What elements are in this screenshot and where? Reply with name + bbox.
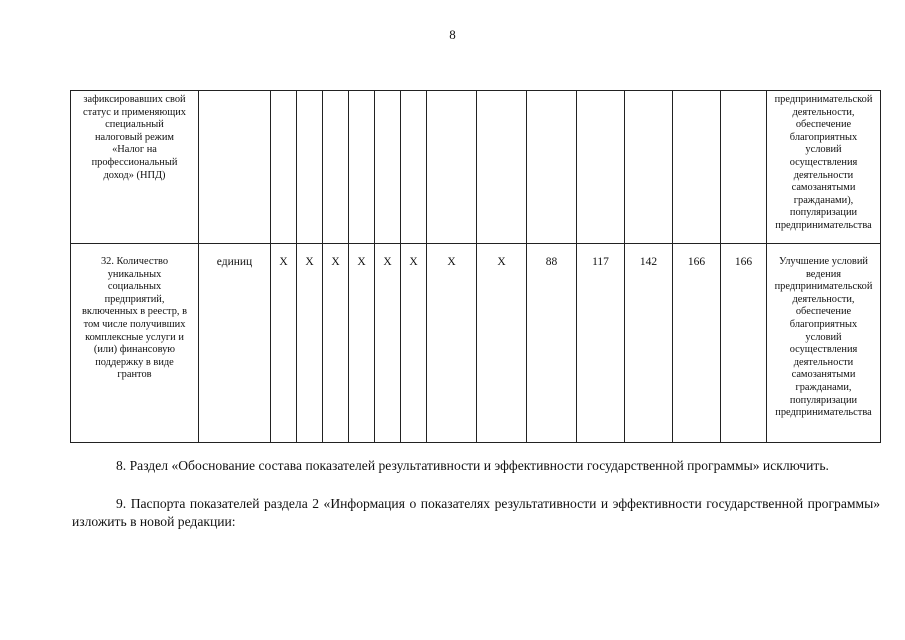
value-cell	[323, 91, 349, 244]
result-line: обеспечение	[795, 306, 852, 318]
result-line: самозанятыми	[791, 369, 856, 381]
result-line: благоприятных	[789, 318, 858, 330]
result-line: самозанятыми	[791, 182, 856, 194]
value-cell	[297, 91, 323, 244]
result-line: предпринимательства	[775, 407, 872, 419]
name-line: налоговый режим	[94, 131, 174, 143]
result-line: предпринимательства	[775, 219, 872, 231]
value-cell: 166	[673, 244, 721, 443]
unit-cell: единиц	[199, 244, 271, 443]
name-line: зафиксировавших свой	[83, 94, 186, 105]
name-line: включенных в реестр, в	[82, 306, 187, 318]
result-cell	[767, 244, 881, 443]
result-line: осуществления	[789, 344, 858, 356]
name-line: «Налог на	[112, 144, 157, 156]
result-line: гражданами,	[795, 381, 852, 393]
result-line: предпринимательской	[774, 94, 873, 105]
value-cell	[527, 91, 577, 244]
table-row-32	[71, 244, 881, 443]
name-line: грантов	[117, 369, 152, 381]
value-cell: Х	[375, 244, 401, 443]
name-line: профессиональный	[91, 156, 178, 168]
value-cell: Х	[297, 244, 323, 443]
value-cell: 166	[721, 244, 767, 443]
page-number: 8	[449, 27, 456, 42]
value-cell	[673, 91, 721, 244]
value-cell	[721, 91, 767, 244]
value-cell: Х	[477, 244, 527, 443]
name-line: поддержку в виде	[95, 356, 174, 368]
indicator-name-cell	[71, 91, 199, 244]
name-line: том числе получивших	[83, 318, 186, 330]
name-line: 32. Количество	[100, 256, 169, 267]
result-line: ведения	[805, 268, 842, 280]
name-line: (или) финансовую	[93, 344, 176, 356]
result-line: обеспечение	[795, 119, 852, 131]
name-line: социальных	[107, 281, 162, 293]
table-row-continued	[71, 91, 881, 244]
result-line: предпринимательской	[774, 281, 873, 293]
value-cell	[577, 91, 625, 244]
value-cell: Х	[271, 244, 297, 443]
value-cell: 88	[527, 244, 577, 443]
value-cell	[349, 91, 375, 244]
value-cell: 117	[577, 244, 625, 443]
value-cell	[427, 91, 477, 244]
name-line: уникальных	[107, 268, 162, 280]
name-line: доход» (НПД)	[103, 169, 166, 181]
unit-cell	[199, 91, 271, 244]
result-line: благоприятных	[789, 131, 858, 143]
indicators-table	[70, 90, 881, 443]
value-cell: 142	[625, 244, 673, 443]
result-line: условий	[805, 331, 842, 343]
result-line: деятельности,	[792, 293, 855, 305]
paragraph-8: 8. Раздел «Обоснование состава показателей результативности и эффективности государственной программы» исключить.	[116, 458, 829, 473]
paragraph-9: 9. Паспорта показателей раздела 2 «Информация о показателях результативности и эффективности государственной программы» изложить в новой редакции:	[72, 496, 880, 529]
value-cell: Х	[349, 244, 375, 443]
value-cell	[271, 91, 297, 244]
result-line: Улучшение условий	[779, 256, 868, 267]
result-line: деятельности	[793, 169, 854, 181]
value-cell	[401, 91, 427, 244]
value-cell	[477, 91, 527, 244]
name-line: статус и применяющих	[83, 106, 186, 118]
result-line: деятельности,	[792, 106, 855, 118]
value-cell: Х	[427, 244, 477, 443]
value-cell	[625, 91, 673, 244]
name-line: комплексные услуги и	[85, 331, 184, 343]
value-cell: Х	[323, 244, 349, 443]
result-line: гражданами),	[793, 194, 854, 206]
value-cell	[375, 91, 401, 244]
value-cell: Х	[401, 244, 427, 443]
result-line: условий	[805, 144, 842, 156]
result-line: популяризации	[789, 207, 858, 219]
result-line: популяризации	[789, 394, 858, 406]
indicator-name-cell	[71, 244, 199, 443]
name-line: специальный	[105, 119, 164, 131]
result-line: осуществления	[789, 156, 858, 168]
result-cell	[767, 91, 881, 244]
result-line: деятельности	[793, 356, 854, 368]
name-line: предприятий,	[104, 293, 165, 305]
